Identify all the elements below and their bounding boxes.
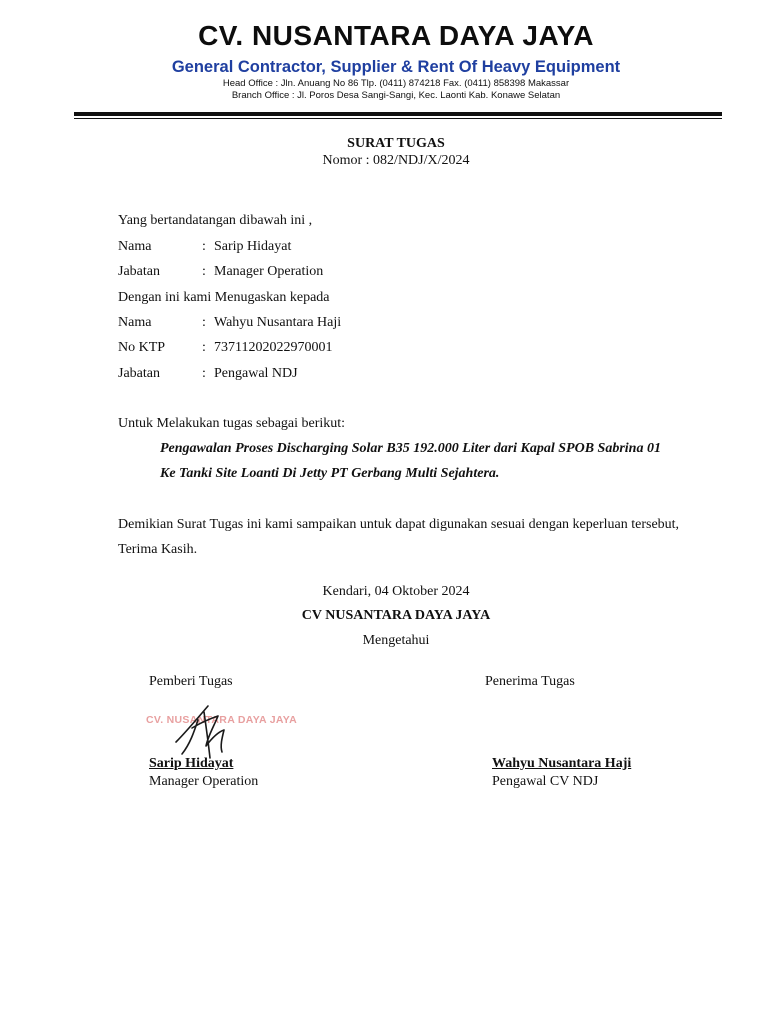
- receiver-name: Wahyu Nusantara Haji: [492, 756, 632, 771]
- closing-text-line-1: Demikian Surat Tugas ini kami sampaikan untuk dapat digunakan sesuai dengan keperluan tersebut,: [118, 517, 680, 532]
- receiver-label: Penerima Tugas: [485, 674, 575, 689]
- header-divider-thin: [74, 118, 722, 119]
- branch-office-address: Branch Office : Jl. Poros Desa Sangi-Sangi, Kec. Laonti Kab. Konawe Selatan: [231, 90, 561, 101]
- letter-number: Nomor : 082/NDJ/X/2024: [322, 153, 470, 168]
- company-tagline: General Contractor, Supplier & Rent Of Heavy Equipment: [171, 58, 621, 76]
- colon: :: [202, 366, 206, 381]
- signer-position-label: Jabatan: [118, 264, 160, 279]
- signer-name-value: Sarip Hidayat: [214, 239, 292, 254]
- task-intro-text: Untuk Melakukan tugas sebagai berikut:: [118, 416, 346, 431]
- footer-company-name: CV NUSANTARA DAYA JAYA: [301, 608, 491, 623]
- assignee-ktp-label: No KTP: [118, 340, 166, 355]
- task-description-line-1: Pengawalan Proses Discharging Solar B35 192.000 Liter dari Kapal SPOB Sabrina 01: [160, 441, 661, 456]
- assign-intro-text: Dengan ini kami Menugaskan kepada: [118, 290, 330, 305]
- colon: :: [202, 315, 206, 330]
- letter-title: SURAT TUGAS: [347, 136, 445, 151]
- assignee-position-label: Jabatan: [118, 366, 160, 381]
- company-stamp: CV. NUSANTARA DAYA JAYA: [146, 714, 298, 726]
- giver-position: Manager Operation: [149, 774, 259, 789]
- signer-position-value: Manager Operation: [214, 264, 324, 279]
- assignee-name-value: Wahyu Nusantara Haji: [214, 315, 342, 330]
- header-divider-thick: [74, 112, 722, 116]
- assignee-position-value: Pengawal NDJ: [214, 366, 298, 381]
- colon: :: [202, 264, 206, 279]
- colon: :: [202, 239, 206, 254]
- assignee-ktp-value: 73711202022970001: [214, 340, 333, 355]
- closing-text-line-2: Terima Kasih.: [118, 542, 198, 557]
- head-office-address: Head Office : Jln. Anuang No 86 Tlp. (0411) 874218 Fax. (0411) 858398 Makassar: [222, 78, 570, 89]
- giver-name: Sarip Hidayat: [149, 756, 234, 771]
- colon: :: [202, 340, 206, 355]
- giver-label: Pemberi Tugas: [149, 674, 233, 689]
- place-date: Kendari, 04 Oktober 2024: [322, 584, 470, 599]
- receiver-position: Pengawal CV NDJ: [492, 774, 599, 789]
- company-name: CV. NUSANTARA DAYA JAYA: [198, 20, 594, 51]
- signer-name-label: Nama: [118, 239, 152, 254]
- assignee-name-label: Nama: [118, 315, 152, 330]
- acknowledged-text: Mengetahui: [362, 633, 430, 648]
- task-description-line-2: Ke Tanki Site Loanti Di Jetty PT Gerbang Multi Sejahtera.: [160, 466, 500, 481]
- intro-text: Yang bertandatangan dibawah ini ,: [118, 213, 313, 228]
- handwritten-signature-icon: [168, 702, 238, 760]
